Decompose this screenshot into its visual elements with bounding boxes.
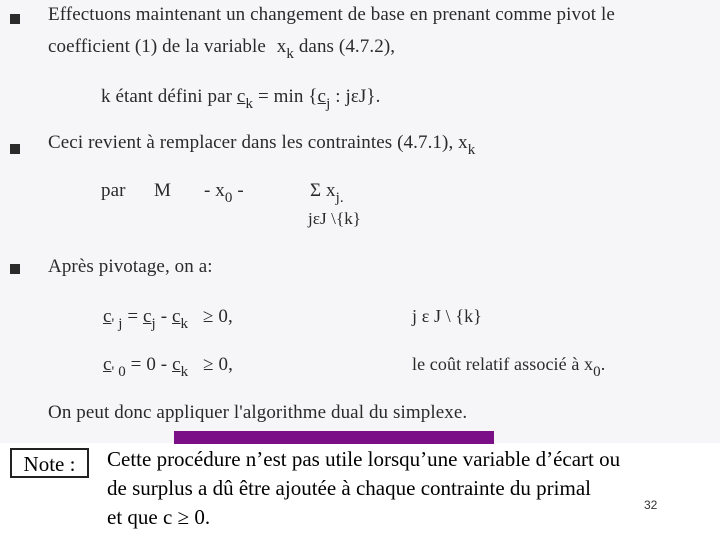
- note-label: Note :: [10, 448, 89, 478]
- bullet-2-minus-x0: - $x_0$ -: [204, 180, 244, 206]
- bullet-1-icon: [10, 14, 20, 24]
- accent-bar: [174, 431, 494, 444]
- bullet-1-line-3: k étant défini par $c_k = \min \{c_j$ : jεJ}.: [101, 86, 381, 112]
- equation-1-condition: j ε J \ {k}: [412, 306, 482, 326]
- equation-2: $c_{' 0} = 0 - c_k \ge 0$,: [103, 354, 233, 380]
- page-number: 32: [644, 498, 658, 512]
- bullet-2-sum-range: jεJ \{k}: [308, 209, 362, 228]
- bullet-3-icon: [10, 264, 20, 274]
- bullet-1-line-1: Effectuons maintenant un changement de base en prenant comme pivot le: [48, 4, 615, 25]
- equation-2-condition: le coût relatif associé à $x_0$.: [412, 354, 606, 380]
- bullet-2-sum: Σ $x_{j.}$: [310, 180, 344, 206]
- equation-1: $c_{' j} = c_j - c_k \ge 0$,: [103, 306, 233, 332]
- bullet-3-title: Après pivotage, on a:: [48, 256, 213, 277]
- bullet-1-line-2: coefficient (1) de la variable $x_k$ dans (4.7.2),: [48, 36, 396, 62]
- note-line-3: et que c ≥ 0.: [107, 505, 211, 529]
- bullet-2-M: M: [154, 180, 171, 201]
- bullet-2-line-1: Ceci revient à remplacer dans les contraintes (4.7.1), $x_k$: [48, 132, 476, 158]
- note-line-1: Cette procédure n’est pas utile lorsqu’une variable d’écart ou: [107, 447, 621, 471]
- note-line-2: de surplus a dû être ajoutée à chaque contrainte du primal: [107, 476, 591, 500]
- bullet-2-icon: [10, 144, 20, 154]
- bullet-2-par: par: [101, 180, 126, 201]
- conclusion-text: On peut donc appliquer l'algorithme dual du simplexe.: [48, 402, 468, 423]
